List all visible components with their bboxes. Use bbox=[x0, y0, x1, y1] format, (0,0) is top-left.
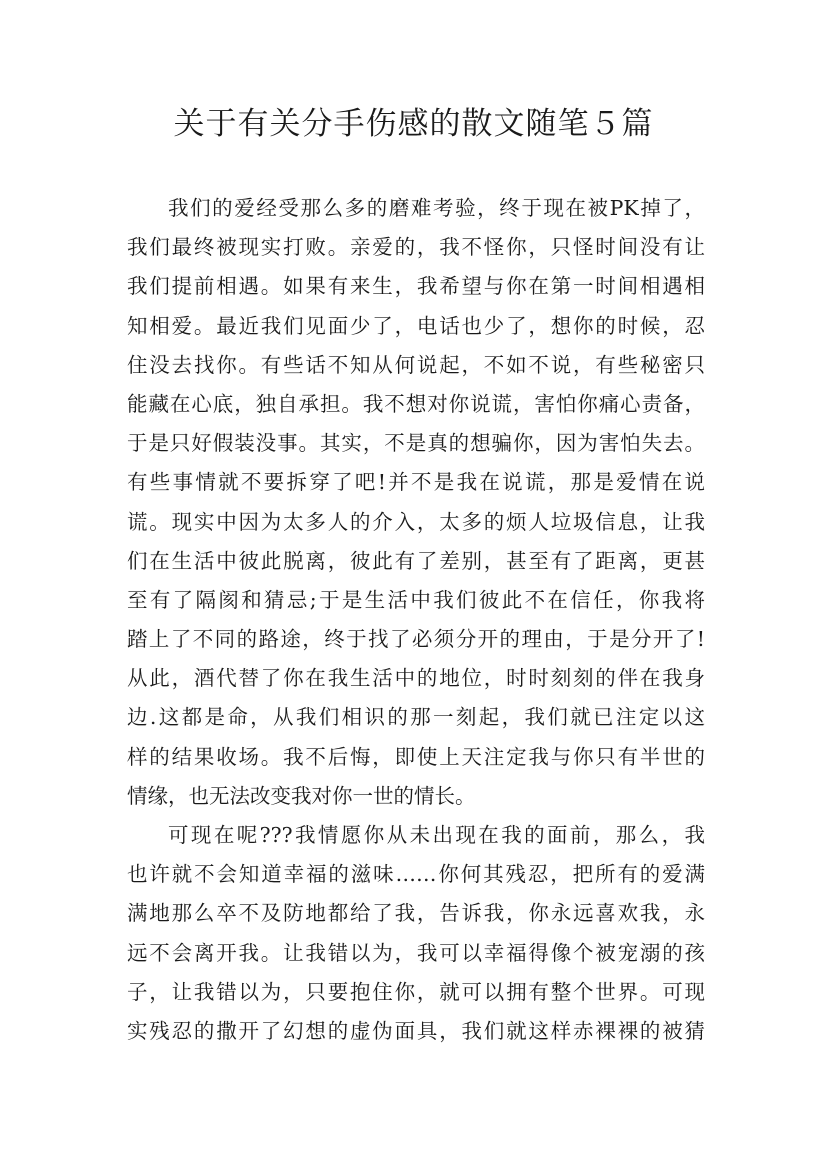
paragraph-line: 住没去找你。有些话不知从何说起，不如不说，有些秘密只 bbox=[127, 352, 705, 377]
paragraph-line: 知相爱。最近我们见面少了，电话也少了，想你的时候，忍 bbox=[127, 313, 705, 338]
paragraph-line: 从此，酒代替了你在我生活中的地位，时时刻刻的伴在我身 bbox=[127, 666, 705, 691]
paragraph-line: 我们最终被现实打败。亲爱的，我不怪你，只怪时间没有让 bbox=[127, 235, 705, 260]
paragraph-line: 实残忍的撒开了幻想的虚伪面具，我们就这样赤裸裸的被猜 bbox=[127, 1018, 705, 1043]
paragraph-1 bbox=[127, 189, 705, 816]
paragraph-line: 我们的爱经受那么多的磨难考验，终于现在被PK掉了， bbox=[168, 196, 705, 220]
paragraph-line: 样的结果收场。我不后悔，即使上天注定我与你只有半世的 bbox=[127, 744, 705, 769]
paragraph-line: 有些事情就不要拆穿了吧!并不是我在说谎，那是爱情在说 bbox=[127, 470, 705, 495]
paragraph-line: 踏上了不同的路途，终于找了必须分开的理由，于是分开了! bbox=[127, 627, 705, 652]
paragraph-line: 情缘，也无法改变我对你一世的情长。 bbox=[127, 783, 476, 808]
paragraph-line: 于是只好假装没事。其实，不是真的想骗你，因为害怕失去。 bbox=[127, 431, 705, 456]
paragraph-line: 也许就不会知道幸福的滋味……你何其残忍，把所有的爱满 bbox=[127, 862, 705, 887]
paragraph-line: 边.这都是命，从我们相识的那一刻起，我们就已注定以这 bbox=[127, 705, 705, 730]
paragraph-line: 能藏在心底，独自承担。我不想对你说谎，害怕你痛心责备， bbox=[127, 391, 705, 416]
paragraph-line: 们在生活中彼此脱离，彼此有了差别，甚至有了距离，更甚 bbox=[127, 548, 705, 573]
paragraph-2 bbox=[127, 816, 705, 1051]
paragraph-line: 谎。现实中因为太多人的介入，太多的烦人垃圾信息，让我 bbox=[127, 509, 705, 534]
paragraph-line: 我们提前相遇。如果有来生，我希望与你在第一时间相遇相 bbox=[127, 274, 705, 299]
paragraph-line: 满地那么卒不及防地都给了我，告诉我，你永远喜欢我，永 bbox=[127, 901, 705, 926]
document-title: 关于有关分手伤感的散文随笔５篇 bbox=[173, 106, 654, 142]
paragraph-line: 远不会离开我。让我错以为，我可以幸福得像个被宠溺的孩 bbox=[127, 940, 705, 965]
paragraph-line: 子，让我错以为，只要抱住你，就可以拥有整个世界。可现 bbox=[127, 979, 705, 1004]
document-body bbox=[127, 189, 705, 1051]
paragraph-line: 可现在呢???我情愿你从未出现在我的面前，那么，我 bbox=[168, 823, 705, 847]
paragraph-line: 至有了隔阂和猜忌;于是生活中我们彼此不在信任，你我将 bbox=[127, 587, 705, 612]
